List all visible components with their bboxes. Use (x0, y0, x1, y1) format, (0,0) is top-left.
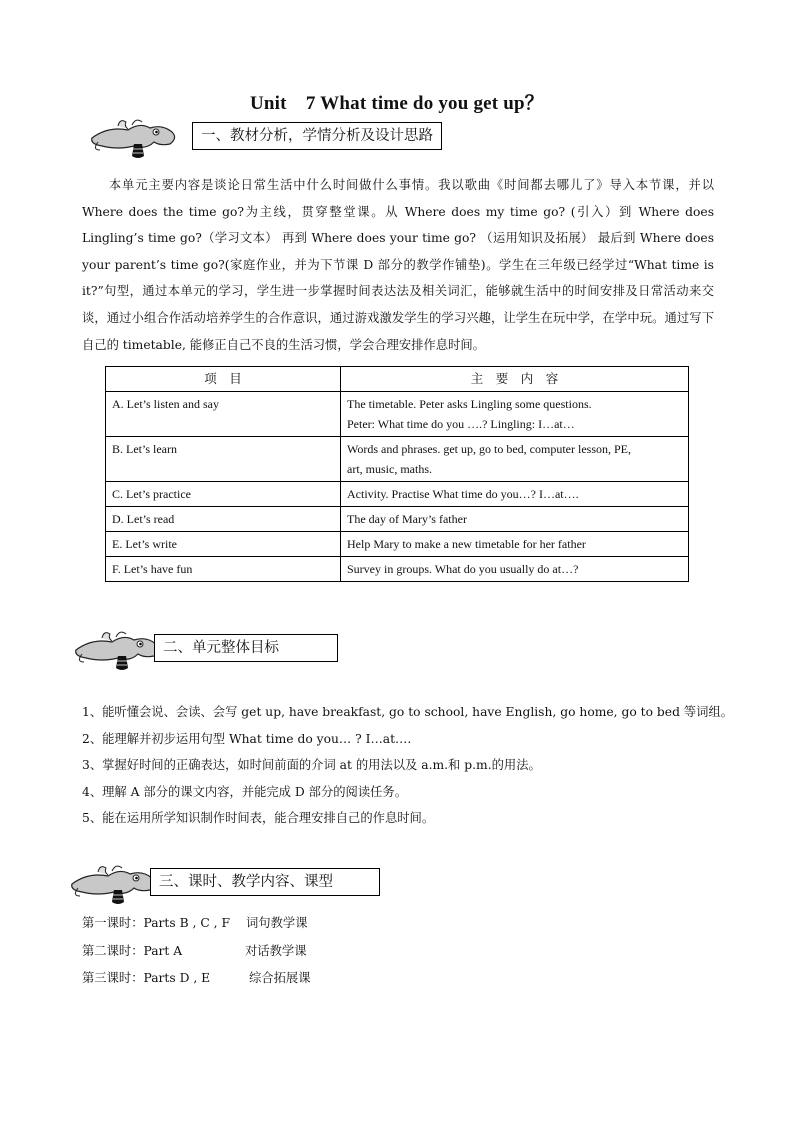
table-cell-item: E. Let’s write (106, 532, 341, 557)
table-cell-item: D. Let’s read (106, 507, 341, 532)
table-cell-item: B. Let’s learn (106, 437, 341, 482)
lesson-period: 第二课时：Part A (82, 943, 183, 958)
section-heading-label: 三、课时、教学内容、课型 (150, 868, 380, 896)
lesson-type: 词句教学课 (246, 916, 308, 930)
section-heading-2 (72, 628, 372, 668)
intro-paragraph (82, 172, 714, 358)
table-cell-content (341, 437, 689, 482)
table-cell-item: C. Let’s practice (106, 482, 341, 507)
dragon-mascot-icon (72, 628, 164, 674)
table-row (106, 392, 689, 437)
content-line: art, music, maths. (347, 462, 432, 476)
document-title: Unit 7 What time do you get up？ (249, 93, 545, 114)
lesson-schedule (82, 910, 311, 993)
section-heading-label: 二、单元整体目标 (154, 634, 338, 662)
table-row (106, 437, 689, 482)
table-header-content: 主 要 内 容 (341, 367, 689, 392)
table-cell-content: Survey in groups. What do you usually do at…? (341, 557, 689, 582)
section-heading-3 (68, 862, 388, 902)
table-cell-item: A. Let’s listen and say (106, 392, 341, 437)
table-header-item: 项 目 (106, 367, 341, 392)
section-heading-1 (88, 116, 488, 156)
table-cell-content (341, 392, 689, 437)
unit-content-table (105, 366, 689, 582)
table-row (106, 482, 689, 507)
lesson-type: 综合拓展课 (249, 971, 311, 985)
table-cell-content: Activity. Practise What time do you…? I…at…. (341, 482, 689, 507)
section-heading-label: 一、教材分析，学情分析及设计思路 (192, 122, 442, 150)
lesson-period: 第一课时：Parts B , C , F (82, 916, 231, 930)
table-row (106, 507, 689, 532)
dragon-mascot-icon (88, 116, 180, 162)
list-item: 4、理解 A 部分的课文内容，并能完成 D 部分的阅读任务。 (82, 784, 408, 799)
table-cell-content: The day of Mary’s father (341, 507, 689, 532)
intro-text: 本单元主要内容是谈论日常生活中什么时间做什么事情。我以歌曲《时间都去哪儿了》导入本节课，并以 Where does the time go?为主线，贯穿整堂课。从 Where does my time go? (引入）到 Where does Lingling’s time go?（学习文本） 再到 Where does your time go? （运用知识及拓展） 最后到 Where does your parent’s time go?(家庭作业，并为下节课 D 部分的教学作铺垫)。学生在三年级已经学过“What time is it?”句型，通过本单元的学习，学生进一步掌握时间表达法及相关词汇，能够就生活中的时间安排及日常活动来交谈，通过小组合作活动培养学生的合作意识，通过游戏激发学生的学习兴趣，让学生在玩中学，在学中玩。通过写下自己的 timetable, 能修正自己不良的生活习惯，学会合理安排作息时间。 (82, 178, 714, 352)
table-cell-item: F. Let’s have fun (106, 557, 341, 582)
lesson-type: 对话教学课 (245, 943, 307, 958)
list-item (82, 965, 311, 993)
list-item: 5、能在运用所学知识制作时间表，能合理安排自己的作息时间。 (82, 811, 435, 825)
list-item: 1、能听懂会说、会读、会写 get up, have breakfast, go to school, have English, go home, go to bed 等词组。 (82, 705, 734, 719)
content-line: Peter: What time do you ….? Lingling: I…at… (347, 417, 575, 431)
lesson-period: 第三课时：Parts D , E (82, 971, 211, 985)
table-row (106, 557, 689, 582)
table-header-row (106, 367, 689, 392)
list-item: 3、掌握好时间的正确表达，如时间前面的介词 at 的用法以及 a.m.和 p.m.的用法。 (82, 758, 541, 772)
table-cell-content: Help Mary to make a new timetable for her father (341, 532, 689, 557)
table-row (106, 532, 689, 557)
dragon-mascot-icon (68, 862, 160, 908)
content-line: The timetable. Peter asks Lingling some questions. (347, 397, 592, 411)
list-item (82, 910, 308, 938)
list-item: 2、能理解并初步运用句型 What time do you… ? I…at…. (82, 731, 412, 746)
list-item (82, 938, 307, 966)
content-line: Words and phrases. get up, go to bed, computer lesson, PE, (347, 442, 631, 456)
goals-list (82, 699, 734, 832)
